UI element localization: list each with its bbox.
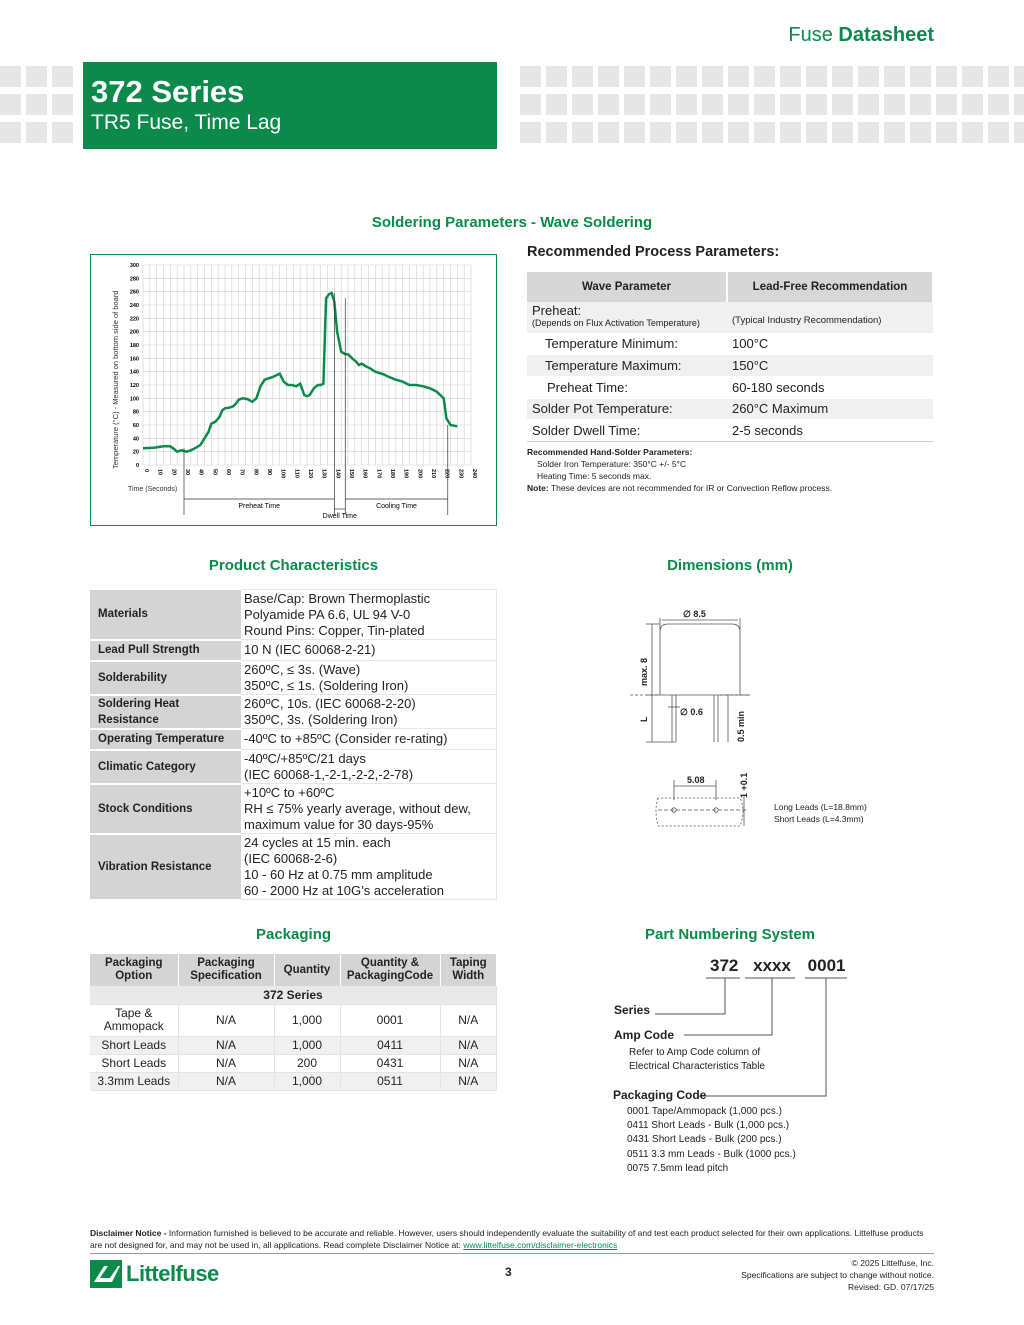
dimensions-title: Dimensions (mm) [667, 557, 793, 574]
x-tick-label: 180 [389, 469, 395, 479]
y-tick-label: 160 [129, 356, 139, 363]
product-value-line: 350ºC, 3s. (Soldering Iron) [244, 711, 398, 727]
process-header: Wave Parameter [527, 272, 727, 302]
y-tick-label: 0 [135, 463, 139, 469]
pattern-square [962, 94, 983, 115]
part-prefix: 372 [710, 956, 739, 975]
pattern-square [26, 66, 47, 87]
pattern-square [546, 122, 567, 143]
pack-code-item: 0431 Short Leads - Bulk (200 pcs.) [627, 1134, 782, 1146]
pattern-square [572, 122, 593, 143]
process-table [527, 272, 934, 442]
packaging-header: Packaging Option [90, 954, 178, 986]
brand-name: Littelfuse [126, 1261, 219, 1286]
product-value-line: maximum value for 30 days-95% [244, 816, 434, 832]
pattern-square [598, 122, 619, 143]
littelfuse-logo-icon [90, 1260, 122, 1288]
pattern-square [624, 94, 645, 115]
packaging-cell: 1,000 [274, 1072, 340, 1090]
product-key: Materials [90, 590, 241, 640]
product-row [90, 695, 497, 729]
product-value-line: 260ºC, 10s. (IEC 60068-2-20) [244, 695, 416, 711]
product-key: Lead Pull Strength [90, 640, 241, 661]
product-row [90, 590, 497, 640]
product-value-line: -40ºC/+85ºC/21 days [244, 750, 366, 766]
pattern-square [936, 66, 957, 87]
pattern-square [936, 122, 957, 143]
preheat-label: Preheat Time [238, 503, 280, 510]
part-amp: xxxx [753, 956, 791, 975]
product-value [241, 784, 497, 834]
pattern-square [52, 66, 73, 87]
pattern-square [26, 94, 47, 115]
x-tick-label: 210 [430, 469, 436, 479]
packaging-header: Quantity & PackagingCode [340, 954, 440, 986]
preheat-value: (Typical Industry Recommendation) [727, 302, 933, 333]
product-value-line: +10ºC to +60ºC [244, 784, 335, 800]
pattern-square [520, 66, 541, 87]
product-row [90, 661, 497, 695]
pattern-square [884, 94, 905, 115]
pattern-square [546, 94, 567, 115]
product-value [241, 661, 497, 695]
pattern-square [702, 66, 723, 87]
y-tick-label: 240 [129, 303, 139, 309]
pattern-square [650, 94, 671, 115]
packaging-cell: N/A [178, 1054, 274, 1072]
packaging-cell: N/A [440, 1004, 497, 1036]
process-value: 100°C [727, 333, 933, 355]
packaging-cell: N/A [440, 1036, 497, 1054]
hand-solder-title: Recommended Hand-Solder Parameters: [527, 447, 693, 457]
pattern-square [598, 66, 619, 87]
amp-note [629, 1046, 765, 1074]
product-value-line: Polyamide PA 6.6, UL 94 V-0 [244, 606, 411, 622]
packaging-cell: 200 [274, 1054, 340, 1072]
product-row [90, 729, 497, 750]
revised-date: Revised: GD. 07/17/25 [848, 1282, 934, 1292]
x-tick-label: 50 [211, 469, 218, 476]
pattern-square [806, 94, 827, 115]
pattern-square [806, 122, 827, 143]
x-tick-label: 90 [266, 469, 272, 476]
process-key: Preheat Time: [527, 376, 727, 398]
packaging-cell: N/A [178, 1004, 274, 1036]
preheat-label: Preheat: [532, 303, 582, 319]
brand-logo [90, 1260, 219, 1288]
product-value-line: -40ºC to +85ºC (Consider re-rating) [244, 731, 448, 746]
product-value-line: Round Pins: Copper, Tin-plated [244, 622, 425, 638]
packaging-cell: 1,000 [274, 1004, 340, 1036]
product-title: Product Characteristics [208, 557, 379, 574]
height-label: max. 8 [639, 657, 649, 686]
pattern-square [572, 66, 593, 87]
pattern-square [858, 94, 879, 115]
product-value [241, 695, 497, 729]
pattern-square [650, 66, 671, 87]
packaging-cell: 0511 [340, 1072, 440, 1090]
product-value [241, 640, 497, 661]
preheat-cell [527, 302, 727, 333]
long-leads-note: Long Leads (L=18.8mm) [774, 802, 867, 812]
product-key: Vibration Resistance [90, 834, 241, 900]
pack-code-item: 0001 Tape/Ammopack (1,000 pcs.) [627, 1106, 782, 1117]
process-key: Solder Pot Temperature: [527, 398, 727, 420]
doc-type-bold: Datasheet [838, 24, 934, 46]
y-tick-label: 60 [132, 423, 139, 429]
product-value [241, 834, 497, 900]
chart-grid [143, 265, 471, 465]
product-value [241, 729, 497, 750]
footer-divider [90, 1253, 934, 1254]
product-value [241, 750, 497, 784]
pattern-square [988, 94, 1009, 115]
process-title: Recommended Process Parameters: [527, 244, 780, 260]
wave-chart [91, 255, 496, 525]
pattern-square [754, 94, 775, 115]
x-tick-label: 140 [334, 469, 341, 479]
x-tick-label: 190 [402, 469, 409, 479]
hand-solder-notes [527, 446, 934, 494]
product-value-line: 260ºC, ≤ 3s. (Wave) [244, 661, 361, 677]
packaging-cell: 3.3mm Leads [90, 1072, 178, 1090]
y-ticks [130, 263, 139, 469]
process-value: 260°C Maximum [727, 398, 933, 420]
pattern-square [832, 122, 853, 143]
process-value: 60-180 seconds [727, 376, 933, 398]
packaging-cell: 1,000 [274, 1036, 340, 1054]
pattern-square [520, 94, 541, 115]
y-tick-label: 100 [129, 396, 139, 403]
pattern-square [884, 122, 905, 143]
part-number-example [710, 956, 846, 976]
pattern-square [728, 66, 749, 87]
series-subtitle: TR5 Fuse, Time Lag [91, 111, 282, 134]
pattern-square [780, 122, 801, 143]
packaging-cell: N/A [440, 1072, 497, 1090]
product-row [90, 750, 497, 784]
pack-code-item: 0075 7.5mm lead pitch [627, 1162, 729, 1174]
packaging-header: Quantity [274, 954, 340, 986]
product-value-line: 60 - 2000 Hz at 10G’s acceleration [244, 882, 444, 898]
y-tick-label: 40 [132, 436, 139, 443]
product-row [90, 834, 497, 900]
pattern-square [962, 66, 983, 87]
product-value-line: RH ≤ 75% yearly average, without dew, [244, 800, 471, 816]
diameter-label: ∅ 8.5 [683, 609, 706, 619]
tolerance-label: 1 +0.1 [739, 772, 749, 798]
wave-chart-box [90, 254, 497, 526]
pattern-square [780, 94, 801, 115]
pattern-square [806, 66, 827, 87]
pattern-square [52, 122, 73, 143]
product-key: Climatic Category [90, 750, 241, 784]
preheat-note: (Depends on Flux Activation Temperature) [532, 318, 700, 329]
pattern-square [884, 66, 905, 87]
product-table [90, 589, 497, 901]
pattern-square [26, 122, 47, 143]
amp-label: Amp Code [614, 1028, 674, 1042]
x-tick-label: 80 [252, 469, 259, 476]
copyright: © 2025 Littelfuse, Inc. [851, 1258, 934, 1268]
process-value: 2-5 seconds [727, 420, 933, 442]
packaging-cell: N/A [440, 1054, 497, 1072]
pattern-square [624, 122, 645, 143]
packaging-cell: Short Leads [90, 1036, 178, 1054]
pattern-square [702, 122, 723, 143]
packaging-cell: 0411 [340, 1036, 440, 1054]
y-tick-label: 280 [129, 276, 139, 283]
amp-note-line: Electrical Characteristics Table [629, 1061, 765, 1072]
process-value: 150°C [727, 355, 933, 377]
x-tick-label: 240 [471, 469, 477, 479]
pattern-square [988, 66, 1009, 87]
pattern-square [832, 66, 853, 87]
disclaimer-text: Information furnished is believed to be accurate and reliable. However, users should independently evaluate the suitability of and test each product selected for their own applications. Littelfuse products are not designed for, and may not be used in, all applications. Read complete Disclaimer Notice at: [90, 1228, 924, 1250]
pattern-square [676, 94, 697, 115]
product-value-line: (IEC 60068-1,-2-1,-2-2,-2-78) [244, 766, 414, 782]
packaging-series: 372 Series [90, 986, 497, 1004]
chart-annotations [184, 293, 448, 520]
hand-solder-line: Heating Time: 5 seconds max. [537, 471, 652, 481]
pack-code-item: 0411 Short Leads - Bulk (1,000 pcs.) [627, 1120, 790, 1132]
pattern-square [754, 66, 775, 87]
short-leads-note: Short Leads (L=4.3mm) [774, 814, 864, 824]
x-tick-label: 30 [184, 469, 190, 476]
y-tick-label: 120 [129, 383, 139, 389]
series-label: Series [614, 1003, 651, 1017]
product-row [90, 640, 497, 661]
y-tick-label: 140 [129, 369, 139, 376]
dwell-label: Dwell Time [322, 513, 357, 520]
product-value-line: (IEC 60068-2-6) [244, 850, 338, 866]
x-tick-label: 200 [416, 469, 423, 479]
y-tick-label: 220 [129, 316, 139, 323]
fuse-body-outline [660, 624, 740, 695]
disclaimer-link[interactable]: www.littelfuse.com/disclaimer-electronics [463, 1240, 618, 1250]
pattern-square [936, 94, 957, 115]
x-tick-label: 160 [361, 469, 368, 479]
series-title: 372 Series [91, 74, 245, 109]
product-key: Soldering Heat Resistance [90, 695, 241, 729]
pattern-square [754, 122, 775, 143]
pattern-square [1014, 94, 1024, 115]
disclaimer [90, 1227, 934, 1251]
product-key: Stock Conditions [90, 784, 241, 834]
pack-codes [627, 1105, 796, 1176]
wave-title: Soldering Parameters - Wave Soldering [371, 214, 653, 231]
product-value-line: 10 - 60 Hz at 0.75 mm amplitude [244, 866, 433, 882]
process-key: Temperature Minimum: [527, 333, 727, 355]
x-tick-label: 110 [293, 469, 300, 478]
product-row [90, 784, 497, 834]
packaging-cell: 0431 [340, 1054, 440, 1072]
x-tick-label: 60 [225, 469, 231, 476]
pattern-square [910, 66, 931, 87]
y-tick-label: 80 [132, 409, 139, 416]
product-value-line: 10 N (IEC 60068-2-21) [244, 642, 376, 657]
x-tick-label: 100 [279, 469, 286, 479]
packaging-cell: N/A [178, 1072, 274, 1090]
pattern-square [676, 66, 697, 87]
packaging-header: Taping Width [440, 954, 497, 986]
x-tick-label: 10 [156, 469, 163, 476]
title-box [83, 62, 497, 149]
pattern-square [988, 122, 1009, 143]
pack-code-item: 0511 3.3 mm Leads - Bulk (1000 pcs.) [627, 1148, 796, 1160]
pattern-square [910, 122, 931, 143]
amp-note-line: Refer to Amp Code column of [629, 1047, 761, 1058]
note-label: Note: [527, 483, 549, 493]
x-tick-label: 230 [457, 469, 464, 479]
lead-notes [774, 801, 867, 825]
product-value [241, 590, 497, 640]
x-tick-label: 150 [348, 469, 354, 479]
pin-diameter-label: ∅ 0.6 [680, 707, 703, 717]
process-key: Temperature Maximum: [527, 355, 727, 377]
process-key: Solder Dwell Time: [527, 420, 727, 442]
packaging-header: Packaging Specification [178, 954, 274, 986]
disclaimer-label: Disclaimer Notice - [90, 1228, 167, 1238]
y-axis-label: Temperature (°C) - Measured on bottom side of board [111, 290, 120, 469]
pattern-square [572, 94, 593, 115]
hand-solder-line: Solder Iron Temperature: 350°C +/- 5°C [537, 459, 687, 469]
product-value-line: 24 cycles at 15 min. each [244, 834, 391, 850]
product-value-line: Base/Cap: Brown Thermoplastic [244, 590, 431, 606]
process-header: Lead-Free Recommendation [727, 272, 933, 302]
x-tick-label: 40 [197, 469, 204, 476]
pattern-square [910, 94, 931, 115]
pattern-square [598, 94, 619, 115]
pattern-square [962, 122, 983, 143]
pattern-square [0, 94, 21, 115]
pattern-square [0, 66, 21, 87]
min-length-label: 0.5 min [736, 710, 746, 742]
x-tick-label: 170 [375, 469, 382, 479]
y-tick-label: 20 [132, 449, 139, 456]
note-text: These devices are not recommended for IR or Convection Reflow process. [550, 483, 833, 493]
packaging-title: Packaging [255, 926, 332, 943]
x-axis-label: Time (Seconds) [128, 486, 178, 493]
pattern-square [702, 94, 723, 115]
page-number: 3 [505, 1265, 512, 1279]
spec-note: Specifications are subject to change without notice. [741, 1270, 934, 1280]
packaging-table [90, 954, 497, 1091]
x-tick-label: 220 [443, 469, 450, 479]
pack-label: Packaging Code [613, 1088, 707, 1102]
pattern-square [0, 122, 21, 143]
x-ticks [143, 469, 477, 478]
product-value-line: 350ºC, ≤ 1s. (Soldering Iron) [244, 677, 409, 693]
pattern-square [650, 122, 671, 143]
y-tick-label: 300 [129, 263, 139, 269]
pattern-square [1014, 66, 1024, 87]
footer-right [741, 1257, 934, 1293]
pattern-square [676, 122, 697, 143]
x-tick-label: 20 [170, 469, 177, 476]
x-tick-label: 130 [320, 469, 327, 479]
y-tick-label: 260 [129, 289, 139, 296]
pattern-square [520, 122, 541, 143]
lead-length-label: L [639, 716, 649, 722]
pattern-square [728, 94, 749, 115]
x-tick-label: 120 [307, 469, 313, 479]
part-numbering-title: Part Numbering System [644, 926, 816, 943]
y-tick-label: 180 [129, 343, 139, 349]
part-pack: 0001 [807, 956, 846, 975]
pattern-square [624, 66, 645, 87]
cooling-label: Cooling Time [376, 503, 417, 510]
pattern-square [832, 94, 853, 115]
packaging-cell: Tape & Ammopack [90, 1004, 178, 1036]
doc-type-light: Fuse [788, 24, 833, 46]
packaging-cell: 0001 [340, 1004, 440, 1036]
y-tick-label: 200 [129, 329, 139, 336]
x-tick-label: 70 [238, 469, 245, 476]
packaging-cell: N/A [178, 1036, 274, 1054]
doc-type [788, 24, 934, 47]
pattern-square [1014, 122, 1024, 143]
pattern-square [728, 122, 749, 143]
product-key: Operating Temperature [90, 729, 241, 750]
packaging-cell: Short Leads [90, 1054, 178, 1072]
product-key: Solderability [90, 661, 241, 695]
pattern-square [858, 122, 879, 143]
pattern-square [780, 66, 801, 87]
pitch-label: 5.08 [687, 775, 705, 785]
pattern-square [858, 66, 879, 87]
x-tick-label: 0 [143, 469, 149, 473]
pattern-square [546, 66, 567, 87]
pattern-square [52, 94, 73, 115]
